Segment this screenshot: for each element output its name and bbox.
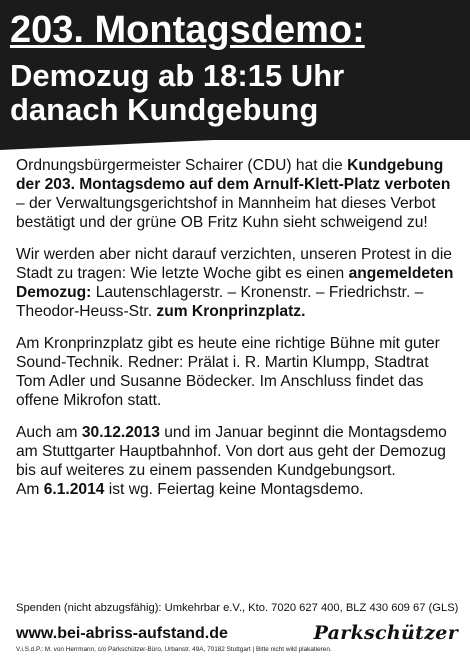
p4-bold-date2: 6.1.2014: [43, 481, 105, 498]
paragraph-demozug: [16, 245, 461, 321]
p2-bold-a: angemeldeten Demozug:: [16, 265, 454, 301]
p1-bold: Kundgebung der 203. Montagsdemo auf dem Arnulf-Klett-Platz verboten: [16, 157, 451, 193]
p1-text-c: – der Verwaltungsgerichtshof in Mannheim hat dieses Verbot bestätigt und der grüne OB Fritz Kuhn sieht schweigend zu!: [16, 195, 436, 231]
title-subline-2: danach Kundgebung: [10, 92, 319, 127]
p2-text-c: Lautenschlagerstr. – Kronenstr. – Friedrichstr. – Theodor-Heuss-Str.: [16, 284, 424, 320]
p1-text-a: Ordnungsbürgermeister Schairer (CDU) hat die: [16, 157, 348, 174]
paragraph-kronprinzplatz: [16, 334, 461, 410]
p4-text-a: Auch am: [16, 424, 82, 441]
p4-text-f: ist wg. Feiertag keine Montagsdemo.: [104, 481, 364, 498]
p3-text: Am Kronprinzplatz gibt es heute eine richtige Bühne mit guter Sound-Technik. Redner: Prälat i. R. Martin Klumpp, Stadtrat Tom Adler und Susanne Bödecker. Im Anschluss findet das offene Mikrofon statt.: [16, 335, 440, 409]
imprint-text: V.i.S.d.P.: M. von Herrmann, c/o Parkschützer-Büro, Urbanstr. 49A, 70182 Stuttgart | Bitte nicht wild plakatieren.: [16, 646, 332, 653]
p4-text-c: und im Januar beginnt die Montagsdemo am Stuttgarter Hauptbahnhof. Von dort aus geht der Demozug bis auf weiteres zu einem passenden Kundgebungsort.: [16, 424, 447, 479]
p2-bold-d: zum Kronprinzplatz.: [156, 303, 306, 320]
p4-text-d: Am: [16, 481, 44, 498]
p4-bold-date1: 30.12.2013: [81, 424, 160, 441]
paragraph-dates: [16, 423, 461, 499]
title-main: 203. Montagsdemo:: [10, 9, 365, 51]
parkschuetzer-logo: Parkschützer: [313, 622, 458, 644]
website-link[interactable]: www.bei-abriss-aufstand.de: [16, 625, 228, 642]
p2-text-a: Wir werden aber nicht darauf verzichten, unseren Protest in die Stadt zu tragen: Wie letzte Woche gibt es einen: [16, 246, 452, 282]
title-subline-1: Demozug ab 18:15 Uhr: [10, 58, 345, 93]
donation-info: Spenden (nicht abzugsfähig): Umkehrbar e.V., Kto. 7020 627 400, BLZ 430 609 67 (GLS): [16, 602, 459, 614]
paragraph-ban: [16, 156, 461, 232]
body-text: [16, 156, 461, 512]
